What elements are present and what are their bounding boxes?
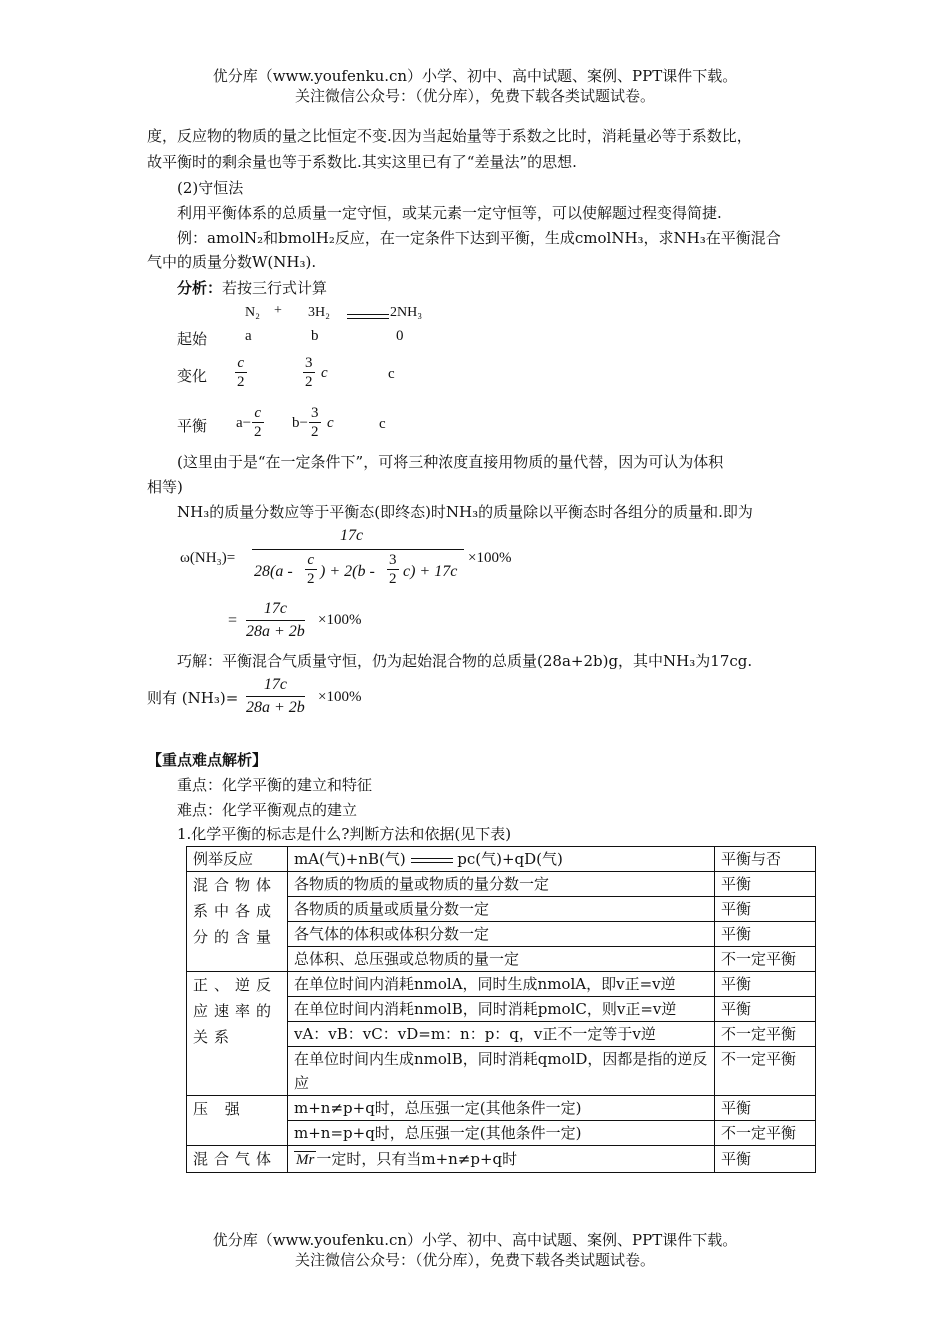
formula1-den-c: c) + 17c [403,563,458,580]
table-cell: 平衡 [715,897,816,922]
eq-h2-fraction: 3 2 [311,405,319,440]
analysis-label: 分析： [177,279,223,297]
eq-a-minus: a− [236,415,252,431]
table-cell: 不一定平衡 [715,1121,816,1146]
formula2-equals: = [228,612,238,629]
page-header-line1: 优分库（www.youfenku.cn）小学、初中、高中试题、案例、PPT课件下载。 [212,67,738,85]
example-text: 例：amolN₂和bmolH₂反应，在一定条件下达到平衡，生成cmolNH₃，求NH₃在平衡混合 [177,229,781,247]
paragraph: 故平衡时的剩余量也等于系数比.其实这里已有了“差量法”的思想. [147,153,577,171]
table-cell: m+n≠p+q时，总压强一定(其他条件一定) [288,1096,715,1121]
analysis-text: 若按三行式计算 [222,279,328,297]
then-label: 则有 (NH₃)= [147,689,239,707]
change-h2-fraction: 3 2 [305,355,313,390]
table-cell: 不一定平衡 [715,1047,816,1096]
table-cell: 不一定平衡 [715,947,816,972]
paragraph: NH₃的质量分数应等于平衡态(即终态)时NH₃的质量除以平衡态时各组分的质量和.即为 [177,503,753,521]
page-footer-line1: 优分库（www.youfenku.cn）小学、初中、高中试题、案例、PPT课件下载。 [212,1231,738,1249]
row-label-change: 变化 [177,367,208,385]
change-h2-c: c [321,365,328,381]
table-cell: 平衡 [715,1096,816,1121]
table-row [187,1096,816,1121]
row-label-start: 起始 [177,330,208,348]
table-row [187,972,816,997]
formula3-times100: ×100% [318,689,362,705]
table-cell: 各气体的体积或体积分数一定 [288,922,715,947]
eq-n2-fraction: c 2 [254,405,262,440]
table-cell: 平衡 [715,872,816,897]
start-zero: 0 [396,328,404,344]
table-category: 混合物体系中各成分的含量 [187,872,288,972]
table-header-example: 例举反应 [187,847,288,872]
change-n2-fraction: c 2 [237,355,245,390]
table-header-row [187,847,816,872]
analysis-line [177,276,327,300]
section-heading: (2)守恒法 [177,179,244,197]
table-category: 正、逆反应速率的关系 [187,972,288,1096]
eq-h2: 3H₂ [308,305,330,320]
table-cell: 总体积、总压强或总物质的量一定 [288,947,715,972]
focus-line: 重点：化学平衡的建立和特征 [177,776,373,794]
formula2-times100: ×100% [318,612,362,628]
formula3-fraction: 17c 28a + 2b [246,676,305,716]
table-header-reaction: mA(气)+nB(气) pc(气)+qD(气) [288,847,715,872]
start-a: a [245,328,252,344]
table-cell: 平衡 [715,997,816,1022]
paragraph: 利用平衡体系的总质量一定守恒，或某元素一定守恒等，可以使解题过程变得简捷. [177,204,722,222]
formula1-bar [252,549,464,550]
omega-label: ω(NH₃)= [180,550,236,566]
paragraph: 度，反应物的物质的量之比恒定不变.因为当起始量等于系数之比时，消耗量必等于系数比， [147,127,752,145]
table-category: 压 强 [187,1096,288,1146]
eq-n2: N₂ [245,305,260,320]
table-category: 混合气体 [187,1146,288,1173]
eq-plus: + [274,303,282,318]
formula1-den-b: ) + 2(b - [320,563,375,580]
table-cell: vA：vB：vC：vD=m：n：p：q，v正不一定等于v逆 [288,1022,715,1047]
equilibrium-criteria-table [186,846,816,1173]
mr-symbol: Mr [296,1151,315,1168]
equilibrium-arrow-icon [411,856,453,864]
formula1-c-over-2: c 2 [307,552,315,587]
table-cell: 在单位时间内消耗nmolB，同时消耗pmolC，则v正=v逆 [288,997,715,1022]
row-label-equilibrium: 平衡 [177,417,208,435]
formula1-den-a: 28(a - [254,563,293,580]
difficulty-line: 难点：化学平衡观点的建立 [177,801,358,819]
change-nh3: c [388,366,395,382]
formula1-3-over-2: 3 2 [389,552,397,587]
table-cell: 不一定平衡 [715,1022,816,1047]
table-cell: m+n=p+q时，总压强一定(其他条件一定) [288,1121,715,1146]
eq-b-minus: b− [292,415,308,431]
table-cell: 在单位时间内消耗nmolA，同时生成nmolA，即v正=v逆 [288,972,715,997]
formula1-times100: ×100% [468,550,512,566]
equilibrium-arrow-icon [347,306,389,324]
section-title: 【重点难点解析】 [147,751,268,769]
paragraph: 巧解：平衡混合气质量守恒，仍为起始混合物的总质量(28a+2b)g，其中NH₃为17cg. [177,652,753,670]
table-cell: 在单位时间内生成nmolB，同时消耗qmolD，因都是指的逆反应 [288,1047,715,1096]
eq-nh3: 2NH₃ [390,305,423,320]
formula1-numerator: 17c [340,527,364,544]
eq-h2-c: c [327,415,334,431]
table-cell: 平衡 [715,972,816,997]
question-line: 1.化学平衡的标志是什么?判断方法和依据(见下表) [177,825,512,843]
table-cell: 平衡 [715,1146,816,1173]
table-cell: 各物质的物质的量或物质的量分数一定 [288,872,715,897]
formula2-fraction: 17c 28a + 2b [246,600,305,640]
table-cell: Mr 一定时，只有当m+n≠p+q时 [288,1146,715,1173]
paragraph: 相等) [147,478,183,496]
start-b: b [311,328,319,344]
table-cell: 平衡 [715,922,816,947]
eq-nh3: c [379,416,386,432]
page-header-line2: 关注微信公众号：（优分库），免费下载各类试题试卷。 [294,87,655,105]
paragraph: (这里由于是“在一定条件下”，可将三种浓度直接用物质的量代替，因为可认为体积 [177,453,724,471]
example-text: 气中的质量分数W(NH₃). [147,253,317,271]
table-row [187,1146,816,1173]
page-footer-line2: 关注微信公众号：（优分库），免费下载各类试题试卷。 [294,1251,655,1269]
table-cell: 各物质的质量或质量分数一定 [288,897,715,922]
table-header-result: 平衡与否 [715,847,816,872]
table-row [187,872,816,897]
